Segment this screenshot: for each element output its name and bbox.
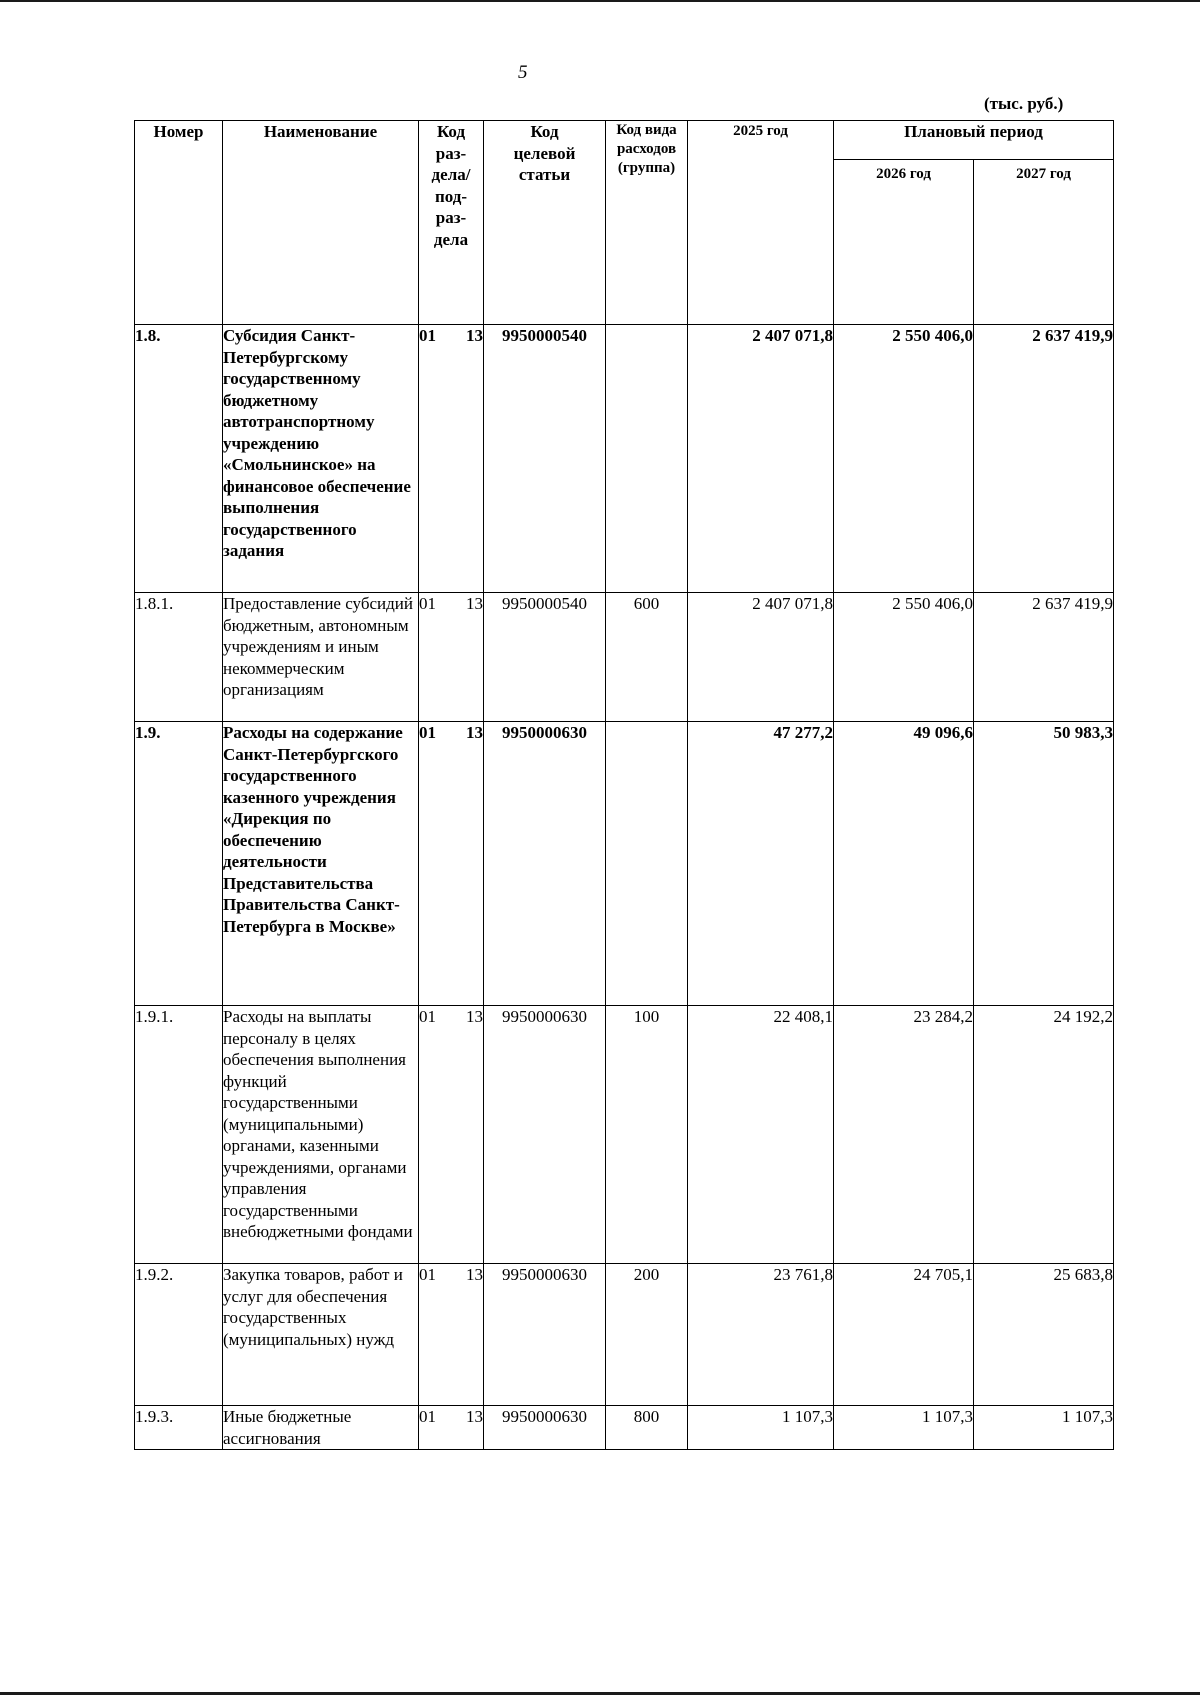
row-name: Расходы на выплаты персоналу в целях обеспечения выполнения функций государственными (муниципальными) органами, казенными учреждениями, органами управления государственными внебюджетными фондами [223,1006,419,1264]
row-expense-kind [606,722,688,1006]
header-number: Номер [135,121,223,325]
row-amount-2026: 24 705,1 [834,1264,974,1406]
subsection-code: 13 [466,723,483,742]
row-target-code: 9950000630 [484,1006,606,1264]
table-row [135,325,1114,593]
scan-top-border [0,0,1200,2]
subsection-code: 13 [466,326,483,345]
row-amount-2027: 2 637 419,9 [974,593,1114,722]
row-expense-kind: 200 [606,1264,688,1406]
section-code: 01 [419,723,436,742]
row-name: Предоставление субсидий бюджетным, автономным учреждениям и иным некоммерческим организациям [223,593,419,722]
page-number: 5 [518,62,528,83]
subsection-code: 13 [466,1407,483,1426]
section-code: 01 [419,594,436,613]
row-amount-2025: 22 408,1 [688,1006,834,1264]
row-amount-2026: 23 284,2 [834,1006,974,1264]
row-amount-2025: 1 107,3 [688,1406,834,1450]
row-target-code: 9950000630 [484,1406,606,1450]
row-number: 1.8. [135,325,223,593]
row-target-code: 9950000630 [484,722,606,1006]
row-amount-2025: 47 277,2 [688,722,834,1006]
header-year-2025: 2025 год [688,121,834,325]
row-name: Расходы на содержание Санкт-Петербургского государственного казенного учреждения «Дирекция по обеспечению деятельности Представительства Правительства Санкт-Петербурга в Москве» [223,722,419,1006]
subsection-code: 13 [466,594,483,613]
row-amount-2027: 1 107,3 [974,1406,1114,1450]
row-expense-kind [606,325,688,593]
row-number: 1.9.3. [135,1406,223,1450]
table-row [135,1264,1114,1406]
header-target-code: Код целевой статьи [484,121,606,325]
header-year-2026: 2026 год [834,160,974,325]
table-row [135,593,1114,722]
row-amount-2025: 2 407 071,8 [688,325,834,593]
table-row [135,1006,1114,1264]
row-expense-kind: 800 [606,1406,688,1450]
row-amount-2027: 50 983,3 [974,722,1114,1006]
subsection-code: 13 [466,1007,483,1026]
budget-table [134,120,1114,1450]
row-section-code [419,593,484,722]
section-code: 01 [419,1007,436,1026]
row-amount-2027: 24 192,2 [974,1006,1114,1264]
subsection-code: 13 [466,1265,483,1284]
header-planned-period: Плановый период [834,121,1114,160]
row-name: Закупка товаров, работ и услуг для обеспечения государственных (муниципальных) нужд [223,1264,419,1406]
row-target-code: 9950000540 [484,593,606,722]
row-amount-2026: 1 107,3 [834,1406,974,1450]
row-target-code: 9950000540 [484,325,606,593]
header-year-2027: 2027 год [974,160,1114,325]
row-name: Иные бюджетные ассигнования [223,1406,419,1450]
row-amount-2025: 2 407 071,8 [688,593,834,722]
row-number: 1.9. [135,722,223,1006]
row-amount-2026: 2 550 406,0 [834,325,974,593]
section-code: 01 [419,1265,436,1284]
row-target-code: 9950000630 [484,1264,606,1406]
table-row [135,722,1114,1006]
header-section-code: Код раз- дела/ под- раз- дела [419,121,484,325]
table-body [135,325,1114,1450]
table-header [135,121,1114,325]
section-code: 01 [419,1407,436,1426]
header-name: Наименование [223,121,419,325]
row-section-code [419,1406,484,1450]
section-code: 01 [419,326,436,345]
row-section-code [419,1006,484,1264]
row-expense-kind: 100 [606,1006,688,1264]
row-section-code [419,722,484,1006]
header-expense-kind: Код вида расходов (группа) [606,121,688,325]
units-label: (тыс. руб.) [984,94,1064,113]
row-number: 1.9.2. [135,1264,223,1406]
table-row [135,1406,1114,1450]
row-amount-2027: 2 637 419,9 [974,325,1114,593]
row-amount-2025: 23 761,8 [688,1264,834,1406]
row-section-code [419,325,484,593]
row-section-code [419,1264,484,1406]
row-amount-2026: 2 550 406,0 [834,593,974,722]
row-name: Субсидия Санкт-Петербургскому государственному бюджетному автотранспортному учреждению «Смольнинское» на финансовое обеспечение выполнения государственного задания [223,325,419,593]
row-expense-kind: 600 [606,593,688,722]
row-amount-2026: 49 096,6 [834,722,974,1006]
row-number: 1.9.1. [135,1006,223,1264]
row-number: 1.8.1. [135,593,223,722]
row-amount-2027: 25 683,8 [974,1264,1114,1406]
